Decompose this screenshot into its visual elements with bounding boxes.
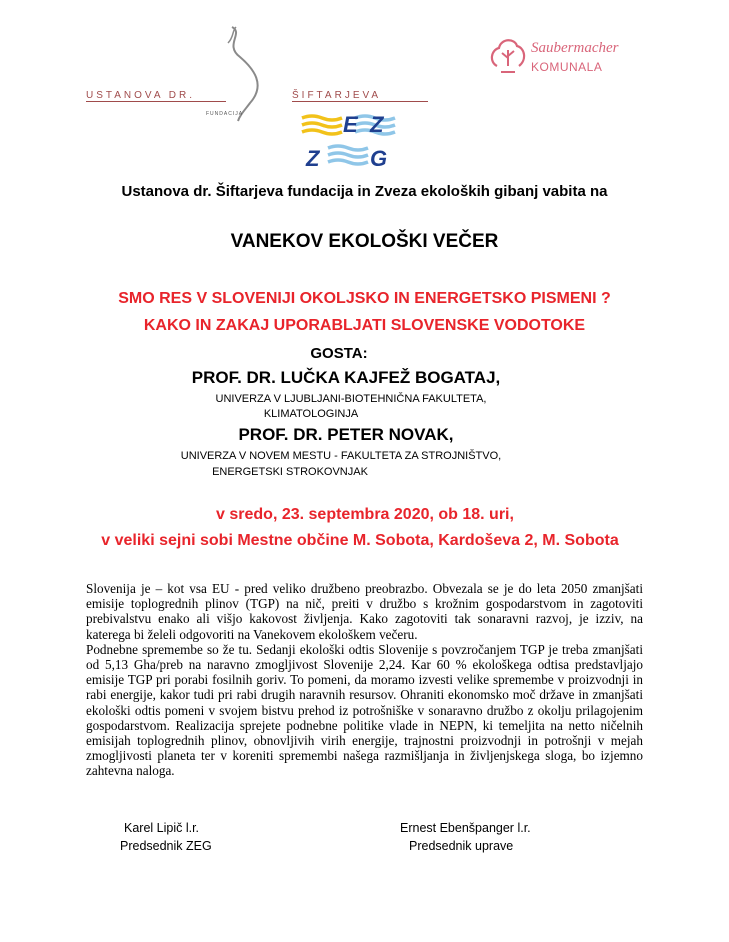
signature-left-name: Karel Lipič l.r. (124, 821, 200, 835)
ustanova-line-left (86, 101, 226, 102)
guests-label: GOSTA: (310, 345, 368, 362)
guest-1-role: KLIMATOLOGINJA (263, 408, 359, 420)
signature-left-title: Predsednik ZEG (120, 839, 212, 853)
zeg-letter-e: E (343, 112, 358, 137)
zeg-letter-z: Z (306, 146, 320, 171)
body-paragraph-2: Podnebne spremembe so že tu. Sedanji ekološki odtis Slovenije s povzročanjem TGP je treba zmanjšati od 5,13 Gha/preb na naravno zmogljivost Slovenije 2,24. Kar 60 % ekološkega odtisa predstavljajo emisije TGP pri porabi fosilnih goriv. To pomeni, da moramo izvesti velike spremembe v proizvodnji in rabi energije, kakor tudi pri rabi drugih naravnih resursov. Ohraniti ekonomsko moč države in zmanjšati ekološki odtis pomeni v svojem bistvu prehod iz potrošniške v sonaravno družbo z okolju prilagojenim gospodarstvom. Realizacija sprejete podnebne politike vlade in NEPN, ki temeljita na netto ničelnih emisijah toplogrednih plinov, obnovljivih virih energije, trajnostni proizvodnji in potrošnji v mejah zmogljivosti planeta ter v koreniti spremembi našega razmišljanja in življenjskega sloga, bo izjemno zahtevna naloga. (86, 641, 643, 779)
body-text (86, 581, 643, 779)
guest-1-name: PROF. DR. LUČKA KAJFEŽ BOGATAJ, (191, 368, 501, 387)
saubermacher-tree-icon (489, 36, 527, 80)
signature-right-title: Predsednik uprave (409, 839, 514, 853)
ustanova-text-left: USTANOVA DR. (86, 90, 195, 101)
zeg-letter-g: G (370, 146, 388, 171)
saubermacher-name: Saubermacher (531, 40, 619, 56)
zeg-letter-z-top: Z (370, 112, 384, 137)
event-date: v sredo, 23. septembra 2020, ob 18. uri, (216, 506, 514, 523)
saubermacher-logo (489, 36, 639, 80)
ustanova-logo (86, 25, 431, 125)
ustanova-line-right (292, 101, 428, 102)
zeg-logo (300, 112, 400, 176)
signature-right-name: Ernest Ebenšpanger l.r. (400, 821, 531, 835)
invitation-intro: Ustanova dr. Šiftarjeva fundacija in Zveza ekoloških gibanj vabita na (121, 183, 608, 200)
guest-1-affiliation: UNIVERZA V LJUBLJANI-BIOTEHNIČNA FAKULTETA, (215, 393, 487, 405)
event-place: v veliki sejni sobi Mestne občine M. Sobota, Kardoševa 2, M. Sobota (101, 532, 619, 549)
ustanova-text-right: ŠIFTARJEVA (292, 90, 382, 101)
ustanova-subtitle: FUNDACIJA (206, 111, 244, 117)
body-paragraph-1: Slovenija je – kot vsa EU - pred veliko družbeno preobrazbo. Obvezala se je do leta 2050 zmanjšati emisije toplogrednih plinov (TGP) na nič, preiti v družbo s krožnim gospodarstvom in zagotoviti prebivalstvu enako ali višjo kakovost življenja. Kako zagotoviti tak sonaravni razvoj, je izziv, na katerega bi želeli odgovoriti na Vanekovem ekološkem večeru. (86, 581, 643, 642)
event-title: VANEKOV EKOLOŠKI VEČER (230, 231, 499, 252)
guest-2-role: ENERGETSKI STROKOVNJAK (212, 466, 368, 478)
topic-line-1: SMO RES V SLOVENIJI OKOLJSKO IN ENERGETSKO PISMENI ? (118, 290, 611, 307)
guest-2-affiliation: UNIVERZA V NOVEM MESTU - FAKULTETA ZA STROJNIŠTVO, (180, 450, 502, 462)
topic-line-2: KAKO IN ZAKAJ UPORABLJATI SLOVENSKE VODOTOKE (143, 317, 586, 334)
guest-2-name: PROF. DR. PETER NOVAK, (238, 425, 454, 444)
ustanova-curve-icon (214, 25, 274, 125)
komunala-name: KOMUNALA (531, 60, 603, 74)
